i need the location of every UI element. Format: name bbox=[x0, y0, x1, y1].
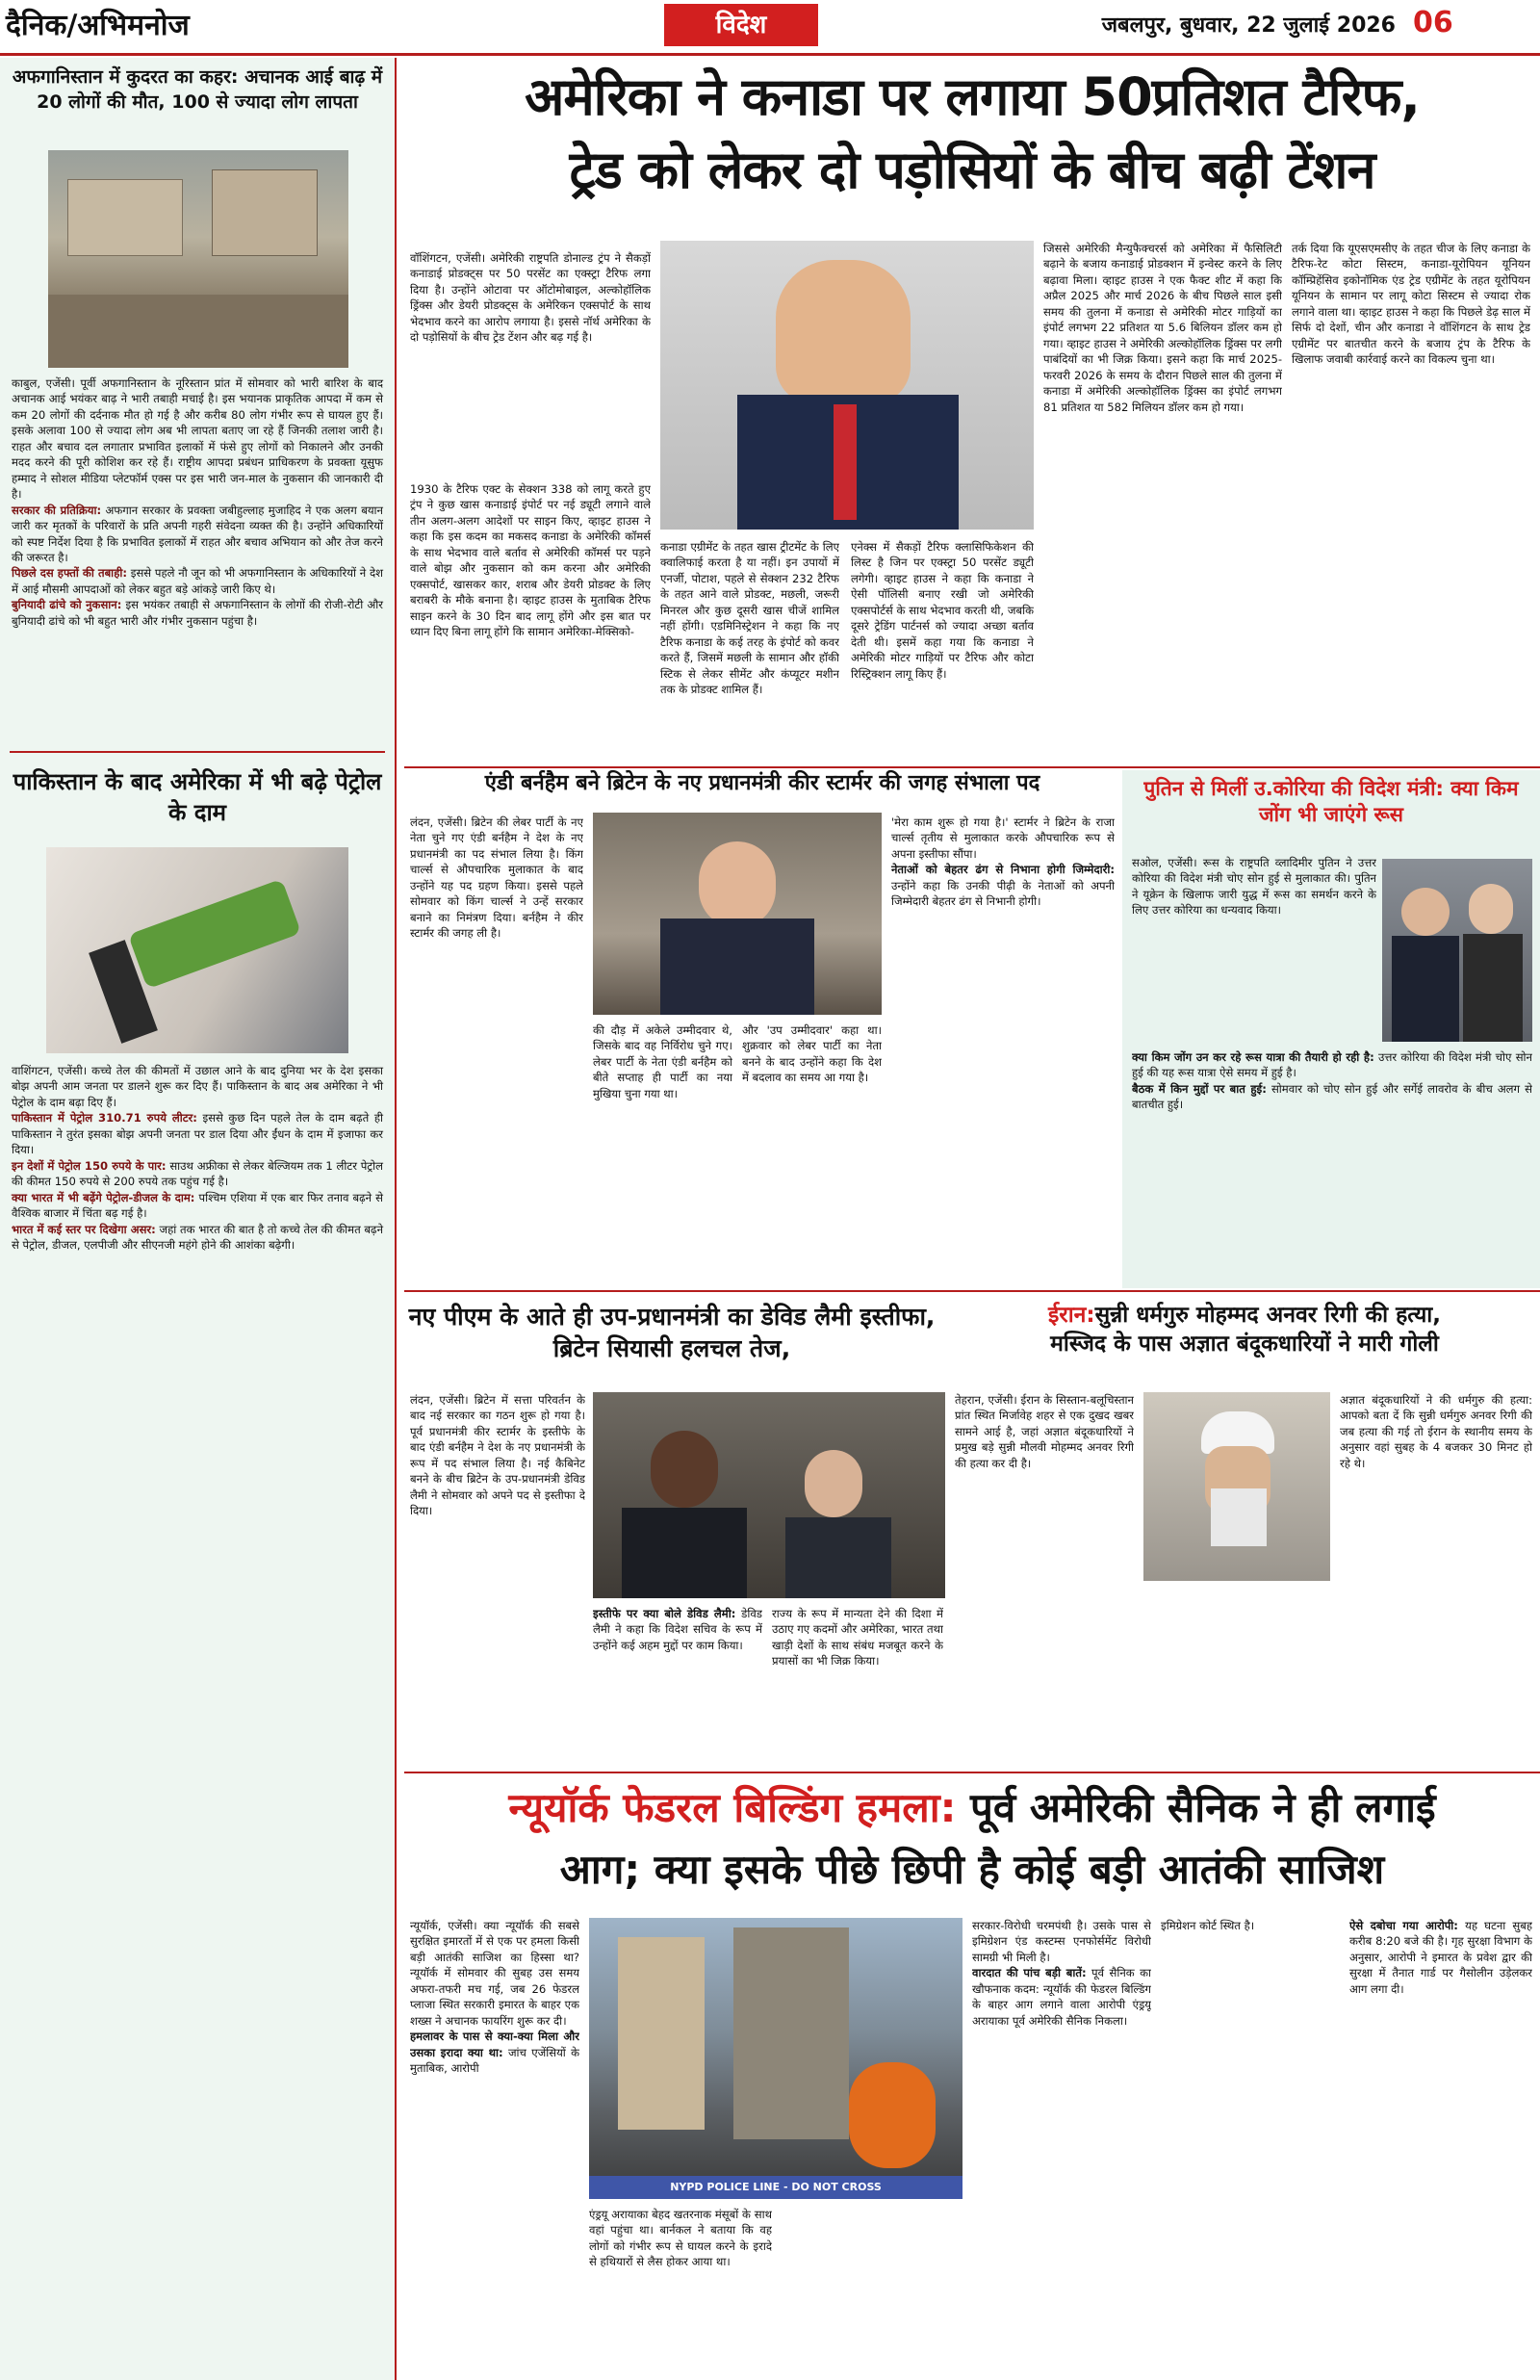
tariff-col2: कनाडा एग्रीमेंट के तहत खास ट्रीटमेंट के लिए क्वालिफाई करता है या नहीं। इन उपायों में एनर्जी, पोटाश, पहले से सेक्शन 232 टैरिफ के तहत आने वाले प्रोडक्ट, मछली, जरूरी मिनरल और कुछ दूसरी खास चीजें शामिल नहीं होंगी। एडमिनिस्ट्रेशन ने कहा कि नए टैरिफ कनाडा के कई तरह के इंपोर्ट को कवर करते हैं, जिसमें मछली के सामान और हॉकी स्टिक से लेकर सीमेंट और कंप्यूटर मशीन तक के प्रोडक्ट शामिल हैं। bbox=[660, 540, 839, 697]
petrol-headline: पाकिस्तान के बाद अमेरिका में भी बढ़े पेट्रोल के दाम bbox=[13, 768, 382, 827]
lammy-headline: नए पीएम के आते ही उप-प्रधानमंत्री का डेविड लैमी इस्तीफा, ब्रिटेन सियासी हलचल तेज, bbox=[408, 1303, 936, 1362]
uk-col2: की दौड़ में अकेले उम्मीदवार थे, जिसके बाद वह निर्विरोध चुने गए। लेबर पार्टी के नेता एंडी बर्नहैम को बीते सप्ताह ही पार्टी का नया मुखिया चुना गया था। bbox=[593, 1023, 732, 1100]
main-headline-line2: ट्रेड को लेकर दो पड़ोसियों के बीच बढ़ी टेंशन bbox=[569, 140, 1375, 200]
petrol-body: वाशिंगटन, एजेंसी। कच्चे तेल की कीमतों में उछाल आने के बाद दुनिया भर के देश इसका बोझ अपनी आम जनता पर डालने शुरू कर दिए हैं। पाकिस्तान के बाद अब अमेरिका ने भी पेट्रोल के दाम बढ़ा दिए हैं। पाकिस्तान में पेट्रोल 310.71 रुपये लीटर: इससे कुछ दिन पहले तेल के दाम बढ़ते ही पाकिस्तान ने तुरंत इसका बोझ अपनी जनता पर डाल दिया और ईंधन के दाम में इजाफा कर दिया। इन देशों में पेट्रोल 150 रुपये के पार: साउथ अफ्रीका से लेकर बेल्जियम तक 1 लीटर पेट्रोल की कीमत 150 रुपये से 200 रुपये तक पहुंच गई है। क्या भारत में भी बढ़ेंगे पेट्रोल-डीजल के दाम: पश्चिम एशिया में एक बार फिर तनाव बढ़ने से वैश्विक बाजार में चिंता बढ़ गई है। भारत में कई स्तर पर दिखेगा असर: जहां तक भारत की बात है तो कच्चे तेल की कीमत बढ़ने से पेट्रोल, डीजल, एलपीजी और सीएनजी महंगे होने की आशंका बढ़ेगी। bbox=[12, 1064, 384, 1252]
ny-col1: न्यूयॉर्क, एजेंसी। क्या न्यूयॉर्क की सबसे सुरक्षित इमारतों में से एक पर हमला किसी बड़ी आतंकी साजिश का हिस्सा था? न्यूयॉर्क में सोमवार की सुबह उस समय अफरा-तफरी मच गई, जब 26 फेडरल प्लाजा स्थित सरकारी इमारत के बाहर एक शख्स ने अचानक फायरिंग शुरू कर दी। हमलावर के पास से क्या-क्या मिला और उसका इरादा क्या था: जांच एजेंसियों के मुताबिक, आरोपी bbox=[410, 1919, 579, 2076]
uk-col1: लंदन, एजेंसी। ब्रिटेन की लेबर पार्टी के नए नेता चुने गए एंडी बर्नहैम ने देश के नए प्रधानमंत्री का पद संभाल लिया है। किंग चार्ल्स से औपचारिक मुलाकात के बाद उन्होंने यह पद ग्रहण किया। इससे पहले सोमवार को किंग चार्ल्स ने उन्हें सरकार बनाने का निमंत्रण दिया। बर्नहैम ने कीर स्टार्मर की जगह ली है। bbox=[410, 815, 583, 941]
tariff-col1: वॉशिंगटन, एजेंसी। अमेरिकी राष्ट्रपति डोनाल्ड ट्रंप ने सैकड़ों कनाडाई प्रोडक्ट्स पर 50 परसेंट का एक्स्ट्रा टैरिफ लगा दिया है। उन्होंने ओटावा पर ऑटोमोबाइल, अल्कोहॉलिक ड्रिंक्स और डेयरी प्रोडक्ट्स के अमेरिकन एक्सपोर्ट के साथ भेदभाव करने का आरोप लगाया है। इससे नॉर्थ अमेरिका के दो पड़ोसियों के बीच ट्रेड टेंशन और बढ़ गई है। bbox=[410, 251, 651, 345]
ny-col5: ऐसे दबोचा गया आरोपी: यह घटना सुबह करीब 8:20 बजे की है। गृह सुरक्षा विभाग के अनुसार, आरोपी ने इमारत के प्रवेश द्वार की सुरक्षा में तैनात गार्ड पर गैसोलीन उड़ेलकर आग लगा दी। bbox=[1349, 1919, 1532, 1996]
fuel-nozzle-photo bbox=[46, 847, 348, 1053]
divider bbox=[404, 1290, 1540, 1292]
iran-body: तेहरान, एजेंसी। ईरान के सिस्तान-बलूचिस्तान प्रांत स्थित मिर्जावेह शहर से एक दुखद खबर सामने आई है, जहां अज्ञात बंदूकधारियों ने प्रमुख बड़े सुन्नी मौलवी मोहम्मद अनवर रिगी की हत्या कर दी है। bbox=[955, 1393, 1134, 1470]
burnham-photo bbox=[593, 813, 882, 1015]
divider bbox=[404, 1772, 1540, 1773]
uk-col4: 'मेरा काम शुरू हो गया है।' स्टार्मर ने ब्रिटेन के राजा चार्ल्स तृतीय से मुलाकात करके औपचारिक रूप से अपना इस्तीफा सौंपा। नेताओं को बेहतर ढंग से निभाना होगी जिम्मेदारी: उन्होंने कहा कि उनकी पीढ़ी के नेताओं को अपनी जिम्मेदारी बेहतर ढंग से निभानी होगी। bbox=[891, 815, 1115, 909]
masthead bbox=[0, 0, 1540, 56]
dateline: जबलपुर, बुधवार, 22 जुलाई 2026 bbox=[1101, 13, 1396, 38]
page-number: 06 bbox=[1413, 6, 1453, 39]
ny-building-fire-photo bbox=[589, 1918, 962, 2199]
putin-body: सओल, एजेंसी। रूस के राष्ट्रपति व्लादिमीर पुतिन ने उत्तर कोरिया की विदेश मंत्री चोए सोन हुई से मुलाकात की। पुतिन ने यूक्रेन के खिलाफ जारी युद्ध में रूस का समर्थन करने के लिए उत्तर कोरिया का धन्यवाद किया। bbox=[1132, 856, 1376, 918]
lammy-col3: राज्य के रूप में मान्यता देने की दिशा में उठाए गए कदमों और अमेरिका, भारत तथा खाड़ी देशों के साथ संबंध मजबूत करने के प्रयासों का भी जिक्र किया। bbox=[772, 1607, 943, 1669]
tariff-col4: जिससे अमेरिकी मैन्युफैक्चरर्स को अमेरिका में फैसिलिटी बढ़ाने के बजाय कनाडाई प्रोडक्शन में इन्वेस्ट करने के लिए बढ़ावा मिला। व्हाइट हाउस ने एक फैक्ट शीट में कहा कि अप्रैल 2025 और मार्च 2026 के बीच पिछले साल इसी समय की तुलना में कनाडा से अमेरिकी मोटर गाड़ियों का इंपोर्ट लगभग 22 प्रतिशत या 5.6 बिलियन डॉलर कम हो गया। व्हाइट हाउस ने अमेरिकी अल्कोहॉलिक ड्रिंक्स पर लगी पाबंदियों का भी जिक्र किया। इसने कहा कि मार्च 2025-फरवरी 2026 के समय के दौरान पिछले साल की तुलना में कनाडा में अमेरिकी अल्कोहॉलिक ड्रिंक्स का इंपोर्ट लगभग 81 प्रतिशत या 582 मिलियन डॉलर कम हो गया। bbox=[1043, 242, 1282, 414]
iran-col-right: अज्ञात बंदूकधारियों ने की धर्मगुरु की हत्या: आपको बता दें कि सुन्नी धर्मगुरु अनवर रिगी की जब हत्या की गई तो ईरान के स्थानीय समय के अनुसार वहां सुबह के 4 बजकर 30 मिनट हो रहे थे। bbox=[1340, 1393, 1532, 1470]
tariff-col5: तर्क दिया कि यूएसएमसीए के तहत चीज के लिए कनाडा के टैरिफ-रेट कोटा सिस्टम, कनाडा-यूरोपियन यूनियन कॉम्प्रिहेंसिव इकोनॉमिक एंड ट्रेड एग्रीमेंट के तहत यूरोपियन यूनियन के सामान पर लागू कोटा सिस्टम से ज्यादा रोक लगाने वाला था। व्हाइट हाउस ने कहा कि पिछले डेढ़ साल में सिर्फ दो देशों, चीन और कनाडा ने वॉशिंगटन के साथ ट्रेड एग्रीमेंट पर बातचीत करने के बजाय ट्रंप के टैरिफ के खिलाफ जवाबी कार्रवाई करने का विकल्प चुना था। bbox=[1292, 242, 1530, 367]
ny-col2: एंड्रयू अरायाका बेहद खतरनाक मंसूबों के साथ वहां पहुंचा था। बार्नकल ने बताया कि वह लोगों को गंभीर रूप से घायल करने के इरादे से हथियारों से लैस होकर आया था। bbox=[589, 2208, 772, 2269]
trump-photo bbox=[660, 241, 1034, 530]
uk-pm-headline: एंडी बर्नहैम बने ब्रिटेन के नए प्रधानमंत्री कीर स्टार्मर की जगह संभाला पद bbox=[484, 771, 1040, 795]
divider bbox=[10, 751, 385, 753]
left-column bbox=[0, 58, 397, 2380]
section-label: विदेश bbox=[664, 4, 818, 46]
ny-col3: सरकार-विरोधी चरमपंथी है। उसके पास से इमिग्रेशन एंड कस्टम्स एनफोर्समेंट विरोधी सामग्री भी मिली है। वारदात की पांच बड़ी बातें: पूर्व सैनिक का खौफनाक कदम: न्यूयॉर्क की फेडरल बिल्डिंग के बाहर आग लगाने वाला आरोपी एंड्रयू अरायाका पूर्व अमेरिकी सैनिक निकला। bbox=[972, 1919, 1151, 2028]
iran-headline: ईरान:सुन्नी धर्मगुरु मोहम्मद अनवर रिगी की हत्या, मस्जिद के पास अज्ञात बंदूकधारियों ने मारी गोली bbox=[1048, 1303, 1441, 1357]
ny-headline: न्यूयॉर्क फेडरल बिल्डिंग हमला: पूर्व अमेरिकी सैनिक ने ही लगाई आग; क्या इसके पीछे छिपी है कोई बड़ी आतंकी साजिश bbox=[404, 1777, 1540, 1902]
tariff-col3: एनेक्स में सैकड़ों टैरिफ क्लासिफिकेशन की लिस्ट है जिन पर एक्स्ट्रा 50 परसेंट ड्यूटी लगेगी। व्हाइट हाउस ने कहा कि कनाडा ने ऐसी पॉलिसी बनाए रखी जो अमेरिकी एक्सपोर्टर्स के साथ भेदभाव करती थी, जबकि दूसरे ट्रेडिंग पार्टनर्स को ज्यादा अच्छा बर्ताव देती थी। इसमें कहा गया कि कनाडा ने अमेरिकी मोटर गाड़ियों पर टैरिफ और कोटा रिस्ट्रिक्शन लागू किए हैं। bbox=[851, 540, 1034, 681]
main-headline-line1: अमेरिका ने कनाडा पर लगाया 50प्रतिशत टैरिफ, bbox=[525, 66, 1420, 127]
newspaper-logo: दैनिक/अभिमनोज bbox=[6, 9, 190, 42]
police-tape: NYPD POLICE LINE - DO NOT CROSS bbox=[589, 2176, 962, 2199]
lammy-photo bbox=[593, 1392, 945, 1598]
lammy-caption: इस्तीफे पर क्या बोले डेविड लैमी: डेविड लैमी ने कहा कि विदेश सचिव के रूप में उन्होंने कई अहम मुद्दों पर काम किया। bbox=[593, 1607, 762, 1652]
putin-box bbox=[1122, 770, 1540, 1288]
ny-col4: इमिग्रेशन कोर्ट स्थित है। bbox=[1161, 1919, 1255, 1932]
putin-photo bbox=[1382, 859, 1532, 1042]
ny-col2b bbox=[780, 2207, 962, 2370]
cleric-photo bbox=[1143, 1392, 1330, 1581]
afghan-flood-body: काबुल, एजेंसी। पूर्वी अफगानिस्तान के नूरिस्तान प्रांत में सोमवार को भारी बारिश के बाद अचानक आई भयंकर बाढ़ ने भारी तबाही मचाई है। इस भयानक प्राकृतिक आपदा में कम से कम 20 लोगों की दर्दनाक मौत हो गई है और करीब 80 लोग गंभीर रूप से घायल हुए हैं। इसके अलावा 100 से ज्यादा लोग अब भी लापता बताए जा रहे हैं जिनकी तलाश जारी है। राहत और बचाव दल लगातार प्रभावित इलाकों में फंसे हुए लोगों को निकालने और उनकी मदद करने की पूरी कोशिश कर रहे हैं। राष्ट्रीय आपदा प्रबंधन प्राधिकरण के प्रवक्ता यूसुफ हम्माद ने सोशल मीडिया प्लेटफॉर्म एक्स पर इस भारी जन-माल के नुकसान की जानकारी दी है। सरकार की प्रतिक्रिया: अफगान सरकार के प्रवक्ता जबीहुल्लाह मुजाहिद ने एक अलग बयान जारी कर मृतकों के परिवारों के प्रति अपनी गहरी संवेदना व्यक्त की है। उन्होंने अधिकारियों को स्पष्ट निर्देश दिया है कि प्रभावित इलाकों में राहत और बचाव अभियान को और तेज करने की जरूरत है। पिछले दस हफ्तों की तबाही: इससे पहले नौ जून को भी अफगानिस्तान के अधिकारियों ने देश में आई मौसमी आपदाओं को लेकर बहुत बड़े आंकड़े जारी किए थे। बुनियादी ढांचे को नुकसान: इस भयंकर तबाही से अफगानिस्तान के लोगों की रोजी-रोटी और बुनियादी ढांचे को भी बहुत भारी और गंभीर नुकसान पहुंचा है। bbox=[12, 376, 383, 628]
putin-headline: पुतिन से मिलीं उ.कोरिया की विदेश मंत्री: क्या किम जोंग भी जाएंगे रूस bbox=[1143, 777, 1519, 827]
uk-col3: और 'उप उम्मीदवार' कहा था। शुक्रवार को लेबर पार्टी का नेता बनने के बाद उन्होंने कहा कि देश में बदलाव का समय आ गया है। bbox=[742, 1023, 882, 1085]
afghan-flood-headline: अफगानिस्तान में कुदरत का कहर: अचानक आई बाढ़ में 20 लोगों की मौत, 100 से ज्यादा लोग लापता bbox=[12, 66, 383, 113]
divider bbox=[404, 766, 1540, 768]
putin-body2: क्या किम जोंग उन कर रहे रूस यात्रा की तैयारी हो रही है: उत्तर कोरिया की विदेश मंत्री चोए सोन हुई की यह रूस यात्रा ऐसे समय में हुई है। बैठक में किन मुद्दों पर बात हुई: सोमवार को चोए सोन हुई और सर्गेई लावरोव के बीच अलग से बातचीत हुई। bbox=[1132, 1050, 1532, 1112]
flood-photo bbox=[48, 150, 348, 368]
lammy-body: लंदन, एजेंसी। ब्रिटेन में सत्ता परिवर्तन के बाद नई सरकार का गठन शुरू हो गया है। पूर्व प्रधानमंत्री कीर स्टार्मर के इस्तीफे के बाद एंडी बर्नहैम ने देश के नए प्रधानमंत्री के रूप में पद संभाल लिया है। नई कैबिनेट बनने के बीच ब्रिटेन के उप-प्रधानमंत्री डेविड लैमी ने सोमवार को अपने पद से इस्तीफा दे दिया। bbox=[410, 1393, 585, 1518]
tariff-col1b: 1930 के टैरिफ एक्ट के सेक्शन 338 को लागू करते हुए ट्रंप ने कुछ खास कनाडाई इंपोर्ट पर नई ड्यूटी लगाने वाले तीन अलग-अलग आदेशों पर साइन किए, व्हाइट हाउस ने कहा कि इस कदम का मकसद कनाडा के अमेरिकी कॉमर्स के साथ भेदभाव वाले बर्ताव से अमेरिकी कॉमर्स पर पड़ने वाले बोझ और नुकसान को कम करना और अमेरिकी एक्सपोर्ट, खासकर कार, शराब और डेयरी प्रोडक्ट के लिए बराबरी के मौके बनाना है। व्हाइट हाउस के मुताबिक टैरिफ साइन करने के 30 दिन बाद लागू होंगे और इस बात पर ध्यान दिए बिना लागू होंगे कि सामान अमेरिका-मेक्सिको- bbox=[410, 482, 651, 639]
